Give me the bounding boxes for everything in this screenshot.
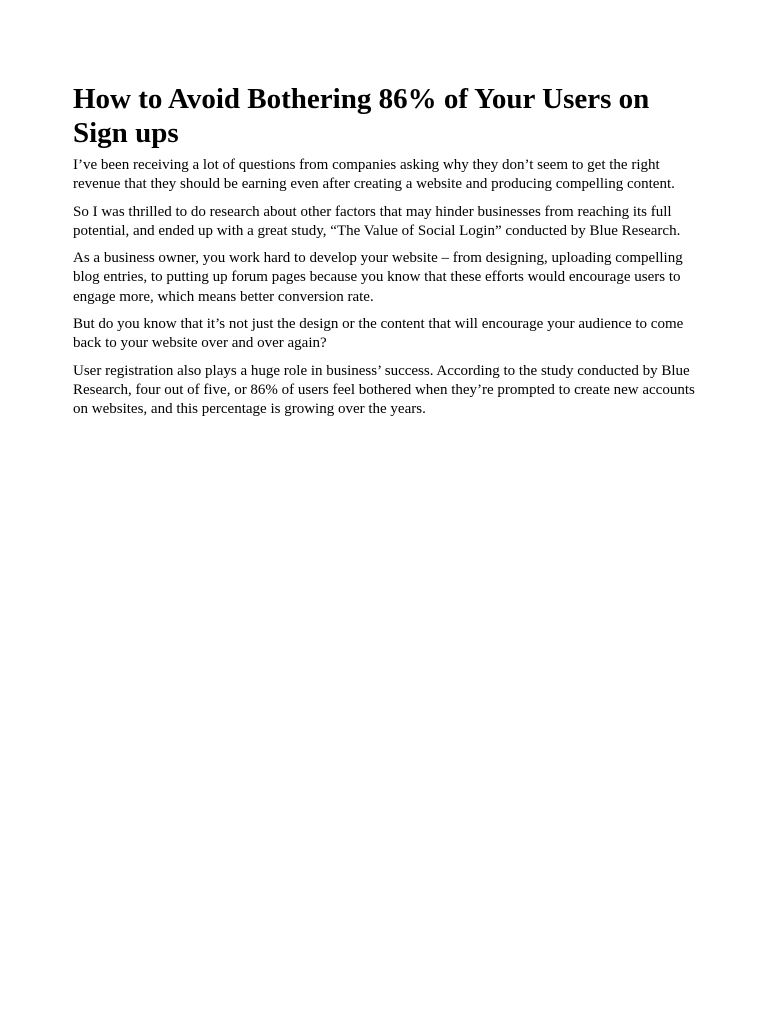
article <box>73 82 698 428</box>
article-paragraph: As a business owner, you work hard to develop your website – from designing, uploading compelling blog entries, to putting up forum pages because you know that these efforts would encourage users to engage more, which means better conversion rate. <box>73 250 683 305</box>
article-title: How to Avoid Bothering 86% of Your Users on Sign ups <box>73 83 650 149</box>
article-paragraph: User registration also plays a huge role in business’ success. According to the study conducted by Blue Research, four out of five, or 86% of users feel bothered when they’re prompted to create new accounts on websites, and this percentage is growing over the years. <box>73 362 695 418</box>
article-paragraph: I’ve been receiving a lot of questions from companies asking why they don’t seem to get the right revenue that they should be earning even after creating a website and producing compelling content. <box>73 157 675 193</box>
article-paragraph: But do you know that it’s not just the design or the content that will encourage your audience to come back to your website over and over again? <box>73 316 684 352</box>
article-paragraph: So I was thrilled to do research about other factors that may hinder businesses from reaching its full potential, and ended up with a great study, “The Value of Social Login” conducted by Blue Research. <box>73 203 681 239</box>
